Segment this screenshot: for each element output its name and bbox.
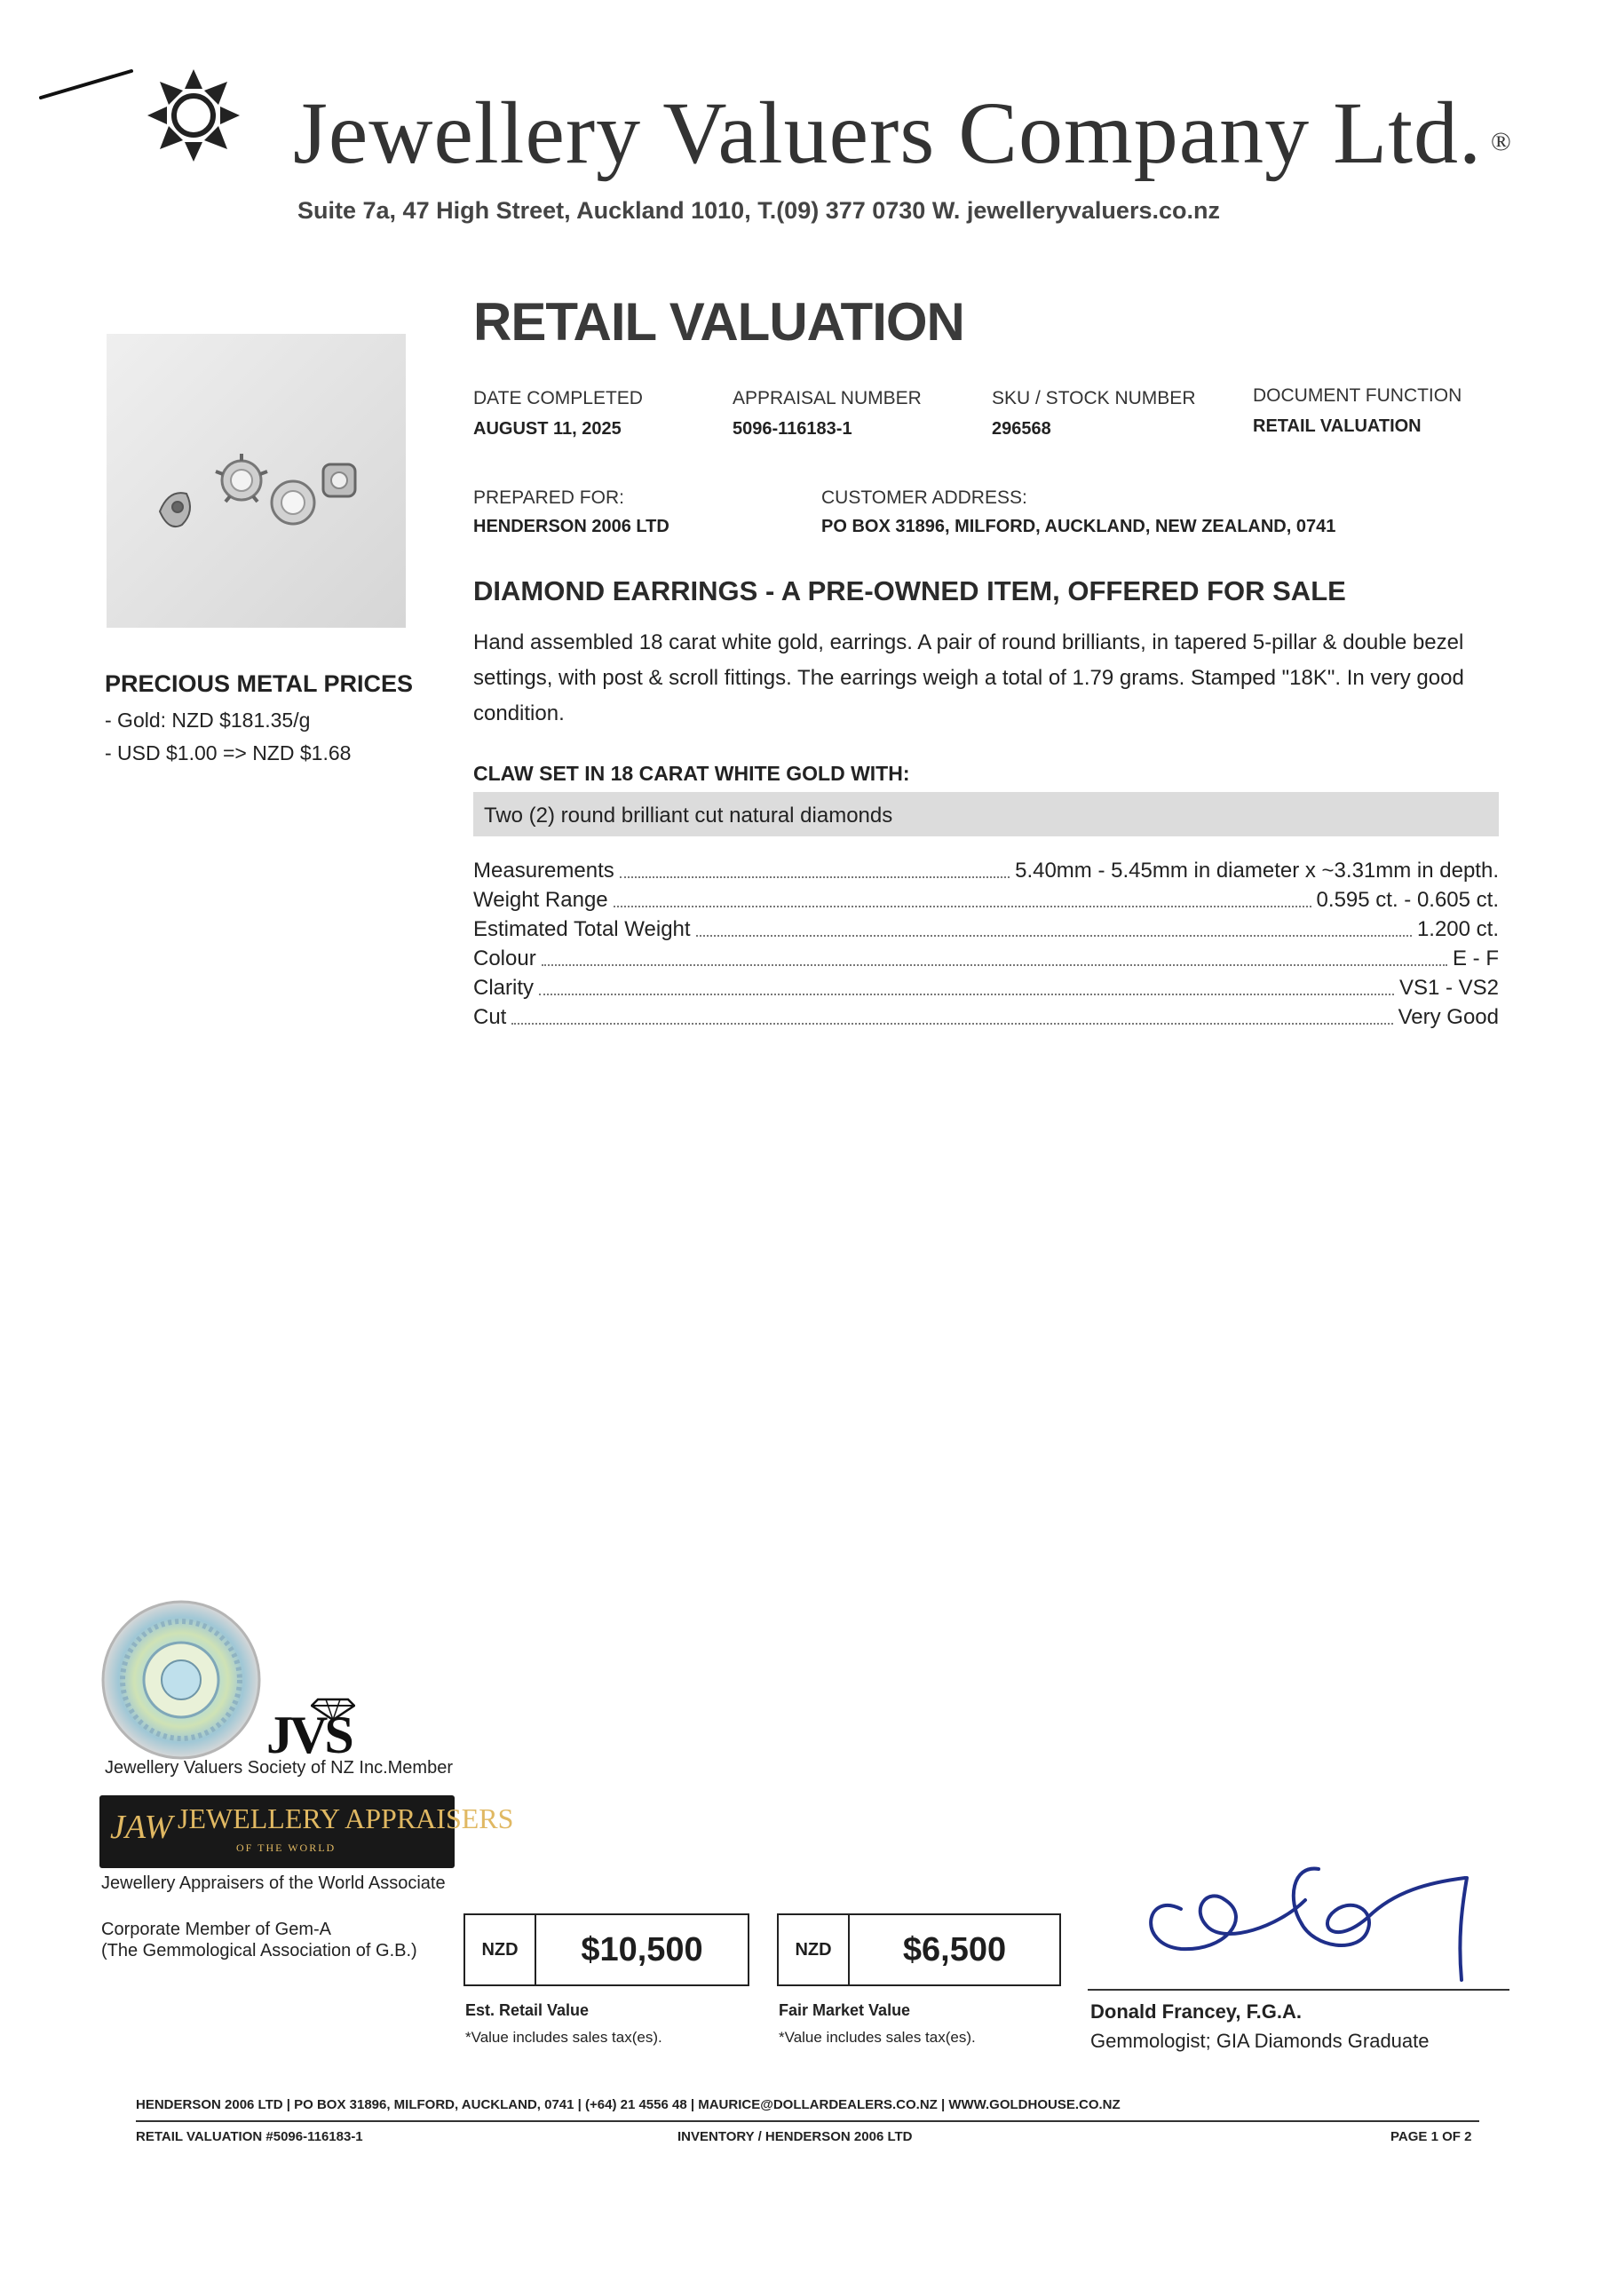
spec-label: Measurements: [473, 859, 614, 883]
jaw-monogram: JAW: [110, 1809, 173, 1846]
spec-value: E - F: [1453, 946, 1499, 970]
signer-role: Gemmologist; GIA Diamonds Graduate: [1090, 2030, 1430, 2052]
fair-market-amount: $6,500: [902, 1930, 1007, 1968]
date-completed-label: DATE COMPLETED: [473, 388, 643, 408]
leader-dots: [511, 1023, 1392, 1025]
exchange-rate: - USD $1.00 => NZD $1.68: [105, 741, 352, 764]
gema-line-2: (The Gemmological Association of G.B.): [101, 1941, 417, 1960]
document-title: RETAIL VALUATION: [473, 292, 964, 352]
spec-label: Estimated Total Weight: [473, 917, 691, 941]
appraisal-number-value: 5096-116183-1: [733, 419, 852, 439]
leader-dots: [696, 935, 1412, 937]
document-function-value: RETAIL VALUATION: [1253, 416, 1422, 436]
spec-value: 1.200 ct.: [1416, 917, 1499, 941]
customer-address-value: PO BOX 31896, MILFORD, AUCKLAND, NEW ZEALAND, 0741: [821, 517, 1336, 536]
item-description: Hand assembled 18 carat white gold, earrings. A pair of round brilliants, in tapered 5-pillar & double bezel settings, with post & scroll fittings. The earrings weigh a total of 1.79 grams. Stamped "18K". In very good condition.: [473, 630, 1464, 725]
prepared-for-value: HENDERSON 2006 LTD: [473, 517, 669, 536]
spec-row: [473, 854, 1499, 883]
spec-row: [473, 883, 1499, 913]
sku-label: SKU / STOCK NUMBER: [992, 388, 1196, 408]
setting-heading: CLAW SET IN 18 CARAT WHITE GOLD WITH:: [473, 762, 910, 785]
item-photo: [107, 334, 406, 628]
retail-currency: NZD: [465, 1915, 536, 1984]
spec-value: 0.595 ct. - 0.605 ct.: [1316, 888, 1499, 912]
hologram-seal-icon: [99, 1598, 264, 1762]
sku-value: 296568: [992, 419, 1051, 439]
retail-value-label: Est. Retail Value: [465, 2001, 590, 2019]
spec-row: [473, 971, 1499, 1001]
leader-dots: [614, 906, 1311, 907]
retail-value-box: [463, 1913, 749, 1986]
spec-value: 5.40mm - 5.45mm in diameter x ~3.31mm in depth.: [1015, 859, 1499, 883]
company-logo: [34, 60, 256, 167]
registered-mark: ®: [1490, 127, 1512, 157]
footer-inventory: INVENTORY / HENDERSON 2006 LTD: [677, 2129, 913, 2144]
diamond-icon: [311, 1698, 355, 1721]
spec-label: Cut: [473, 1005, 507, 1029]
fair-market-value-label: Fair Market Value: [779, 2001, 911, 2019]
jvs-logo: JVS: [266, 1706, 351, 1764]
spec-row: [473, 1001, 1499, 1030]
signer-name: Donald Francey, F.G.A.: [1090, 2000, 1302, 2023]
spec-label: Weight Range: [473, 888, 608, 912]
spec-value: Very Good: [1398, 1005, 1499, 1029]
leader-dots: [620, 876, 1010, 878]
signature-image: [1128, 1847, 1501, 1989]
prepared-for-label: PREPARED FOR:: [473, 487, 624, 508]
spec-row: [473, 913, 1499, 942]
leader-dots: [539, 994, 1394, 995]
footer-contact-line: HENDERSON 2006 LTD | PO BOX 31896, MILFORD, AUCKLAND, 0741 | (+64) 21 4556 48 | MAURICE@DOLLARDEALERS.CO.NZ | WWW.GOLDHOUSE.CO.NZ: [136, 2097, 1121, 2112]
signature-line: [1088, 1989, 1509, 1991]
footer-doc-ref: RETAIL VALUATION #5096-116183-1: [136, 2129, 363, 2144]
fair-market-currency: NZD: [779, 1915, 850, 1984]
document-function-label: DOCUMENT FUNCTION: [1253, 385, 1462, 406]
fair-market-value-note: *Value includes sales tax(es).: [779, 2029, 976, 2046]
spec-label: Clarity: [473, 976, 535, 1000]
gema-line-1: Corporate Member of Gem-A: [101, 1920, 331, 1939]
customer-address-label: CUSTOMER ADDRESS:: [821, 487, 1027, 508]
spec-row: [473, 942, 1499, 971]
spec-value: VS1 - VS2: [1398, 976, 1499, 1000]
jvs-caption: Jewellery Valuers Society of NZ Inc.Member: [105, 1758, 453, 1778]
jaw-caption: Jewellery Appraisers of the World Associate: [101, 1873, 446, 1893]
retail-amount: $10,500: [581, 1930, 703, 1968]
company-address: Suite 7a, 47 High Street, Auckland 1010, T.(09) 377 0730 W. jewelleryvaluers.co.nz: [297, 197, 1220, 224]
footer-divider: [136, 2120, 1479, 2122]
footer-page-number: PAGE 1 OF 2: [1390, 2129, 1472, 2144]
jaw-subtitle: OF THE WORLD: [236, 1841, 337, 1854]
jaw-title: JEWELLERY APPRAISERS: [178, 1802, 514, 1834]
appraisal-number-label: APPRAISAL NUMBER: [733, 388, 922, 408]
date-completed-value: AUGUST 11, 2025: [473, 419, 622, 439]
spec-label: Colour: [473, 946, 536, 970]
leader-dots: [542, 964, 1447, 966]
item-title: DIAMOND EARRINGS - A PRE-OWNED ITEM, OFFERED FOR SALE: [473, 575, 1346, 606]
retail-value-note: *Value includes sales tax(es).: [465, 2029, 662, 2046]
metal-prices-title: PRECIOUS METAL PRICES: [105, 670, 414, 697]
company-name: Jewellery Valuers Company Ltd. ®: [293, 83, 1512, 182]
fair-market-value-box: [777, 1913, 1061, 1986]
gold-price: - Gold: NZD $181.35/g: [105, 709, 311, 732]
stone-title: Two (2) round brilliant cut natural diamonds: [484, 804, 893, 828]
